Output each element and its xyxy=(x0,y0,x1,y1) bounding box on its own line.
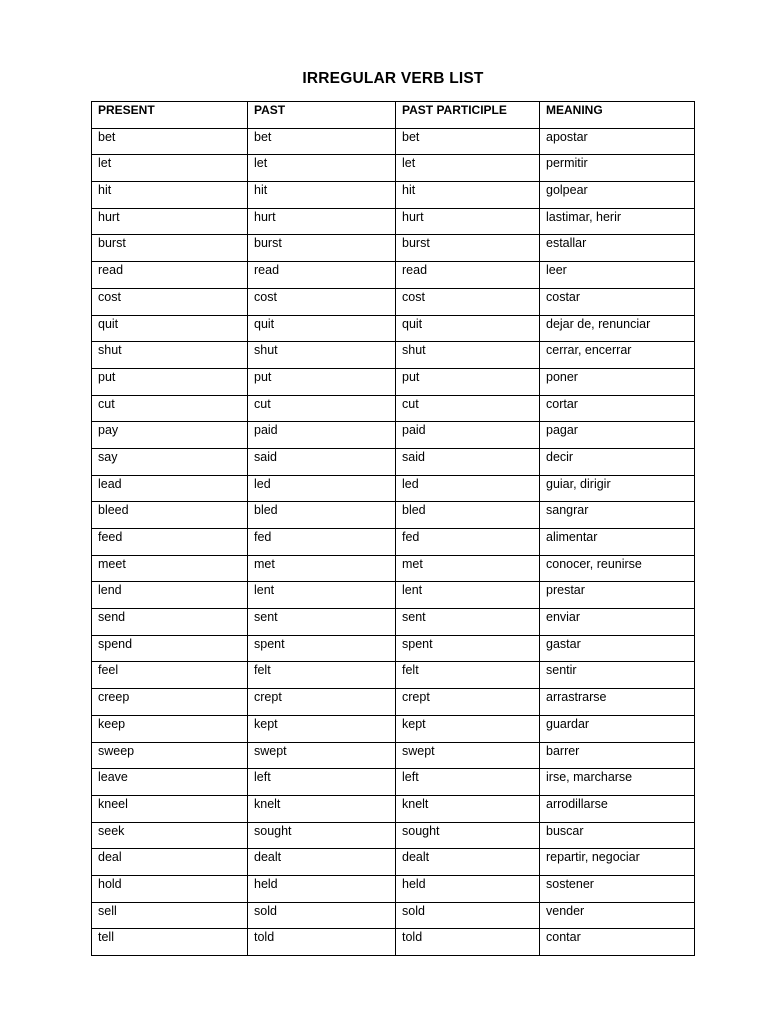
meaning-cell: poner xyxy=(540,368,695,395)
past-participle-cell: left xyxy=(396,769,540,796)
past-participle-cell: put xyxy=(396,368,540,395)
past-participle-cell: met xyxy=(396,555,540,582)
past-cell: burst xyxy=(248,235,396,262)
table-row xyxy=(92,448,695,475)
past-cell: felt xyxy=(248,662,396,689)
past-cell: spent xyxy=(248,635,396,662)
past-cell: met xyxy=(248,555,396,582)
meaning-cell: sangrar xyxy=(540,502,695,529)
past-participle-cell: sold xyxy=(396,902,540,929)
meaning-cell: alimentar xyxy=(540,529,695,556)
past-participle-cell: let xyxy=(396,155,540,182)
present-cell: kneel xyxy=(92,795,248,822)
present-cell: burst xyxy=(92,235,248,262)
table-row xyxy=(92,822,695,849)
present-cell: hold xyxy=(92,875,248,902)
meaning-cell: gastar xyxy=(540,635,695,662)
table-row xyxy=(92,742,695,769)
present-cell: meet xyxy=(92,555,248,582)
past-cell: left xyxy=(248,769,396,796)
table-row xyxy=(92,128,695,155)
past-participle-cell: felt xyxy=(396,662,540,689)
past-cell: swept xyxy=(248,742,396,769)
meaning-cell: irse, marcharse xyxy=(540,769,695,796)
meaning-cell: contar xyxy=(540,929,695,956)
past-cell: paid xyxy=(248,422,396,449)
past-participle-cell: said xyxy=(396,448,540,475)
past-cell: said xyxy=(248,448,396,475)
table-row xyxy=(92,368,695,395)
meaning-cell: repartir, negociar xyxy=(540,849,695,876)
table-row xyxy=(92,342,695,369)
present-cell: lend xyxy=(92,582,248,609)
table-row xyxy=(92,262,695,289)
table-row xyxy=(92,902,695,929)
meaning-cell: conocer, reunirse xyxy=(540,555,695,582)
past-participle-cell: burst xyxy=(396,235,540,262)
meaning-cell: leer xyxy=(540,262,695,289)
present-cell: hit xyxy=(92,182,248,209)
past-participle-cell: led xyxy=(396,475,540,502)
past-cell: dealt xyxy=(248,849,396,876)
past-cell: lent xyxy=(248,582,396,609)
past-participle-cell: swept xyxy=(396,742,540,769)
past-participle-cell: knelt xyxy=(396,795,540,822)
meaning-cell: barrer xyxy=(540,742,695,769)
past-cell: hurt xyxy=(248,208,396,235)
present-cell: creep xyxy=(92,689,248,716)
present-cell: say xyxy=(92,448,248,475)
past-cell: knelt xyxy=(248,795,396,822)
past-cell: sold xyxy=(248,902,396,929)
table-row xyxy=(92,182,695,209)
past-cell: sought xyxy=(248,822,396,849)
column-header-meaning: MEANING xyxy=(540,102,695,129)
past-cell: cut xyxy=(248,395,396,422)
past-cell: cost xyxy=(248,288,396,315)
meaning-cell: enviar xyxy=(540,609,695,636)
present-cell: let xyxy=(92,155,248,182)
meaning-cell: guardar xyxy=(540,715,695,742)
past-participle-cell: held xyxy=(396,875,540,902)
past-participle-cell: cut xyxy=(396,395,540,422)
past-participle-cell: read xyxy=(396,262,540,289)
past-participle-cell: cost xyxy=(396,288,540,315)
table-row xyxy=(92,315,695,342)
table-row xyxy=(92,422,695,449)
past-participle-cell: bet xyxy=(396,128,540,155)
table-row xyxy=(92,288,695,315)
table-row xyxy=(92,555,695,582)
meaning-cell: apostar xyxy=(540,128,695,155)
meaning-cell: decir xyxy=(540,448,695,475)
meaning-cell: sostener xyxy=(540,875,695,902)
past-participle-cell: hurt xyxy=(396,208,540,235)
past-cell: bled xyxy=(248,502,396,529)
past-cell: put xyxy=(248,368,396,395)
meaning-cell: permitir xyxy=(540,155,695,182)
present-cell: put xyxy=(92,368,248,395)
present-cell: leave xyxy=(92,769,248,796)
present-cell: quit xyxy=(92,315,248,342)
table-row xyxy=(92,662,695,689)
table-row xyxy=(92,529,695,556)
past-cell: read xyxy=(248,262,396,289)
past-cell: held xyxy=(248,875,396,902)
past-participle-cell: shut xyxy=(396,342,540,369)
past-cell: sent xyxy=(248,609,396,636)
table-row xyxy=(92,208,695,235)
meaning-cell: dejar de, renunciar xyxy=(540,315,695,342)
past-cell: crept xyxy=(248,689,396,716)
table-row xyxy=(92,795,695,822)
past-participle-cell: sent xyxy=(396,609,540,636)
verb-table xyxy=(91,101,695,956)
past-participle-cell: lent xyxy=(396,582,540,609)
table-row xyxy=(92,395,695,422)
meaning-cell: arrastrarse xyxy=(540,689,695,716)
present-cell: send xyxy=(92,609,248,636)
present-cell: pay xyxy=(92,422,248,449)
meaning-cell: sentir xyxy=(540,662,695,689)
table-row xyxy=(92,502,695,529)
present-cell: read xyxy=(92,262,248,289)
meaning-cell: lastimar, herir xyxy=(540,208,695,235)
meaning-cell: prestar xyxy=(540,582,695,609)
meaning-cell: buscar xyxy=(540,822,695,849)
present-cell: keep xyxy=(92,715,248,742)
table-row xyxy=(92,769,695,796)
past-participle-cell: bled xyxy=(396,502,540,529)
table-row xyxy=(92,929,695,956)
present-cell: spend xyxy=(92,635,248,662)
present-cell: sweep xyxy=(92,742,248,769)
past-participle-cell: kept xyxy=(396,715,540,742)
verb-table-body xyxy=(92,128,695,955)
meaning-cell: guiar, dirigir xyxy=(540,475,695,502)
past-cell: bet xyxy=(248,128,396,155)
present-cell: seek xyxy=(92,822,248,849)
meaning-cell: costar xyxy=(540,288,695,315)
past-cell: led xyxy=(248,475,396,502)
present-cell: tell xyxy=(92,929,248,956)
present-cell: bleed xyxy=(92,502,248,529)
present-cell: feel xyxy=(92,662,248,689)
table-row xyxy=(92,875,695,902)
present-cell: shut xyxy=(92,342,248,369)
present-cell: lead xyxy=(92,475,248,502)
present-cell: feed xyxy=(92,529,248,556)
present-cell: cost xyxy=(92,288,248,315)
past-participle-cell: fed xyxy=(396,529,540,556)
present-cell: deal xyxy=(92,849,248,876)
present-cell: bet xyxy=(92,128,248,155)
past-participle-cell: dealt xyxy=(396,849,540,876)
page-title: IRREGULAR VERB LIST xyxy=(302,70,484,87)
present-cell: sell xyxy=(92,902,248,929)
present-cell: cut xyxy=(92,395,248,422)
past-cell: fed xyxy=(248,529,396,556)
column-header-present: PRESENT xyxy=(92,102,248,129)
past-cell: told xyxy=(248,929,396,956)
meaning-cell: cerrar, encerrar xyxy=(540,342,695,369)
column-header-past: PAST xyxy=(248,102,396,129)
table-row xyxy=(92,235,695,262)
table-row xyxy=(92,609,695,636)
past-participle-cell: sought xyxy=(396,822,540,849)
table-row xyxy=(92,582,695,609)
table-row xyxy=(92,715,695,742)
meaning-cell: estallar xyxy=(540,235,695,262)
past-participle-cell: spent xyxy=(396,635,540,662)
meaning-cell: pagar xyxy=(540,422,695,449)
table-row xyxy=(92,849,695,876)
past-cell: kept xyxy=(248,715,396,742)
table-row xyxy=(92,155,695,182)
meaning-cell: cortar xyxy=(540,395,695,422)
column-header-past-participle: PAST PARTICIPLE xyxy=(396,102,540,129)
past-participle-cell: crept xyxy=(396,689,540,716)
meaning-cell: arrodillarse xyxy=(540,795,695,822)
past-cell: shut xyxy=(248,342,396,369)
table-row xyxy=(92,635,695,662)
verb-table-header xyxy=(92,102,695,129)
past-participle-cell: told xyxy=(396,929,540,956)
present-cell: hurt xyxy=(92,208,248,235)
past-cell: quit xyxy=(248,315,396,342)
past-cell: hit xyxy=(248,182,396,209)
table-row xyxy=(92,689,695,716)
past-cell: let xyxy=(248,155,396,182)
table-row xyxy=(92,475,695,502)
meaning-cell: vender xyxy=(540,902,695,929)
past-participle-cell: hit xyxy=(396,182,540,209)
past-participle-cell: paid xyxy=(396,422,540,449)
header-row xyxy=(92,102,695,129)
meaning-cell: golpear xyxy=(540,182,695,209)
past-participle-cell: quit xyxy=(396,315,540,342)
